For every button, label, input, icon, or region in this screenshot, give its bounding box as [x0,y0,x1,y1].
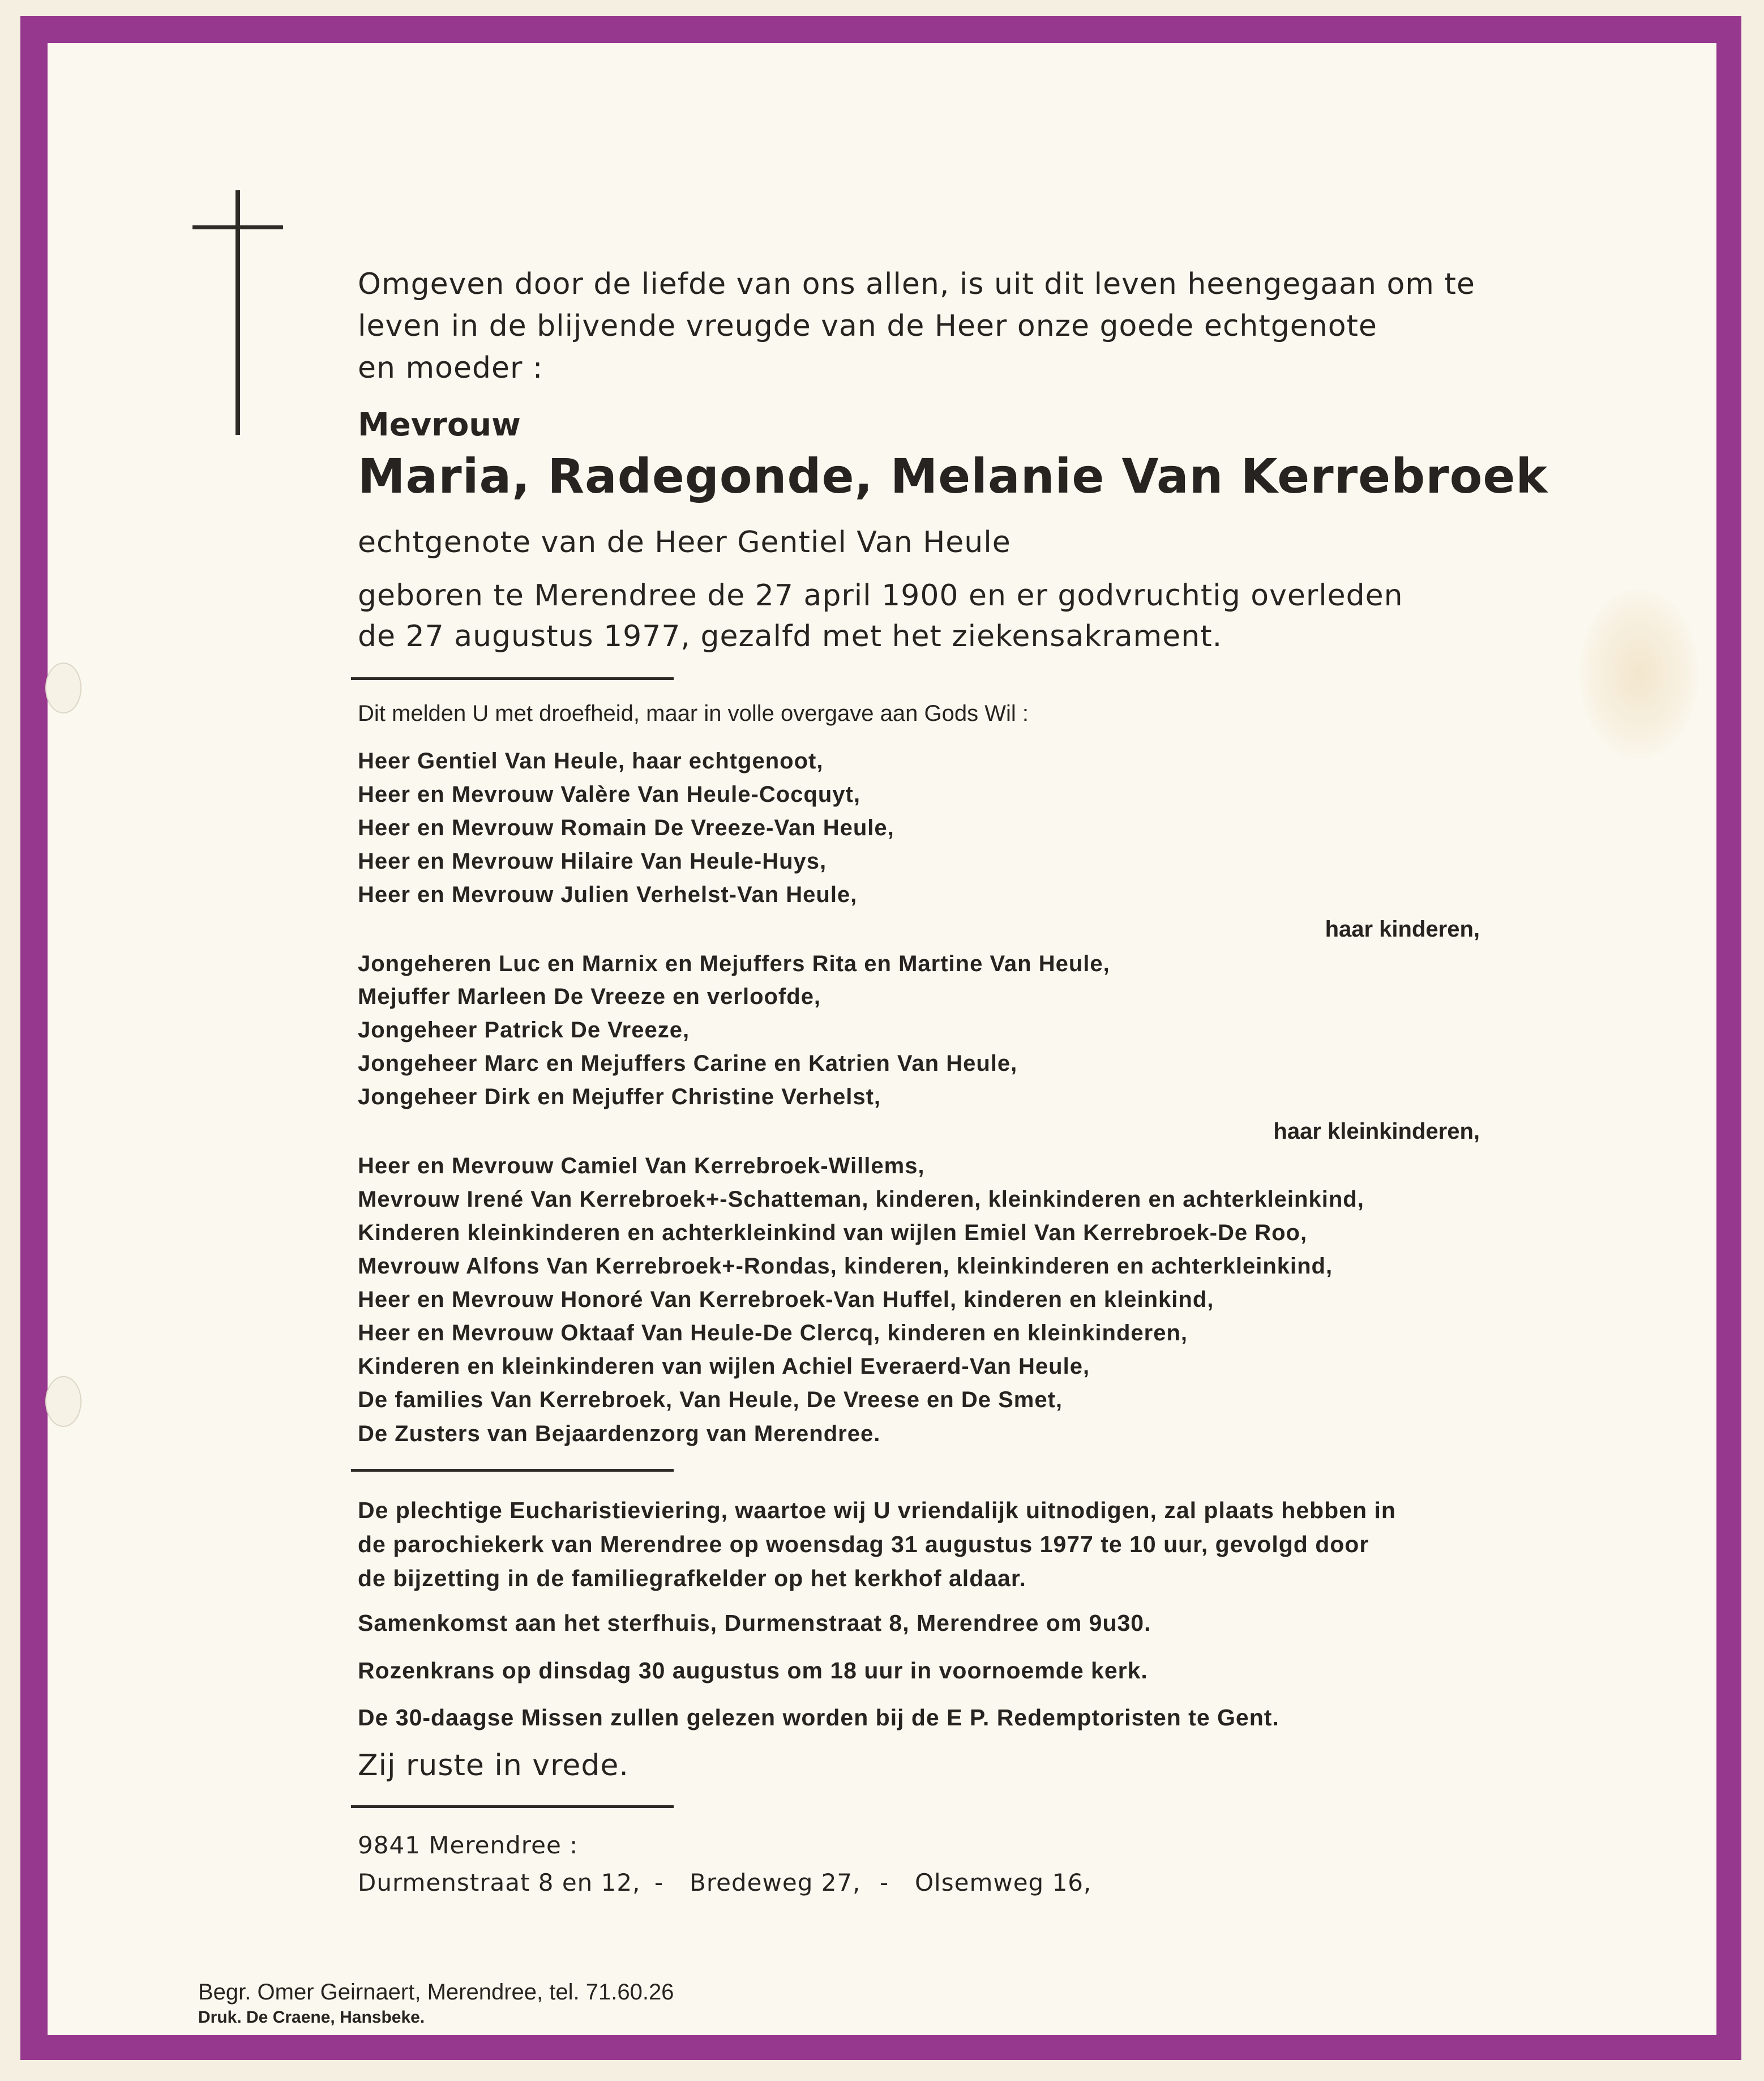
punch-hole [45,663,82,713]
rosary-line: Rozenkrans op dinsdag 30 augustus om 18 uur in voornoemde kerk. [358,1657,1148,1683]
announcement: Dit melden U met droefheid, maar in volle overgave aan Gods Wil : [358,701,1029,726]
family-line: Heer en Mevrouw Valère Van Heule-Cocquyt, [358,782,860,807]
rest-in-peace: Zij ruste in vrede. [358,1749,629,1783]
printer-line: Druk. De Craene, Hansbeke. [198,2008,425,2027]
divider [351,677,674,680]
family-line: Kinderen kleinkinderen en achterkleinkind van wijlen Emiel Van Kerrebroek-De Roo, [358,1220,1308,1245]
family-line: Heer en Mevrouw Julien Verhelst-Van Heule, [358,882,858,907]
spouse-line: echtgenote van de Heer Gentiel Van Heule [358,525,1011,559]
ceremony-line: de bijzetting in de familiegrafkelder op het kerkhof aldaar. [358,1565,1026,1591]
birth-death-line: geboren te Merendree de 27 april 1900 en er godvruchtig overleden [358,579,1403,613]
ceremony-line: de parochiekerk van Merendree op woensdag 31 augustus 1977 te 10 uur, gevolgd door [358,1531,1369,1557]
address: Olsemweg 16, [915,1869,1092,1896]
family-line: De families Van Kerrebroek, Van Heule, De Vreese en De Smet, [358,1387,1063,1412]
deceased-name: Maria, Radegonde, Melanie Van Kerrebroek [358,448,1548,504]
family-line: Heer en Mevrouw Oktaaf Van Heule-De Clercq, kinderen en kleinkinderen, [358,1321,1188,1345]
address-city: 9841 Merendree : [358,1831,579,1859]
intro-line: en moeder : [358,351,543,385]
masses-line: De 30-daagse Missen zullen gelezen worden bij de E P. Redemptoristen te Gent. [358,1704,1279,1730]
family-line: Mejuffer Marleen De Vreeze en verloofde, [358,984,821,1009]
paper-stain [1579,589,1698,759]
family-line: Heer en Mevrouw Hilaire Van Heule-Huys, [358,849,827,874]
latin-cross-icon [192,190,283,435]
family-line: Jongeheren Luc en Marnix en Mejuffers Rita en Martine Van Heule, [358,951,1110,976]
family-line: Jongeheer Dirk en Mejuffer Christine Verhelst, [358,1084,881,1109]
family-line: Heer Gentiel Van Heule, haar echtgenoot, [358,749,824,774]
birth-death-line: de 27 augustus 1977, gezalfd met het ziekensakrament. [358,619,1223,653]
family-line: Jongeheer Patrick De Vreeze, [358,1018,690,1042]
intro-line: leven in de blijvende vreugde van de Heer onze goede echtgenote [358,309,1377,343]
family-line: Heer en Mevrouw Honoré Van Kerrebroek-Van Huffel, kinderen en kleinkind, [358,1287,1214,1312]
family-line: Heer en Mevrouw Romain De Vreeze-Van Heule, [358,815,894,840]
address: Durmenstraat 8 en 12, [358,1869,641,1896]
divider [351,1805,674,1808]
family-line: Heer en Mevrouw Camiel Van Kerrebroek-Willems, [358,1153,925,1178]
address-separator: - [880,1869,889,1896]
address: Bredeweg 27, [690,1869,861,1896]
family-line: De Zusters van Bejaardenzorg van Merendree. [358,1421,881,1446]
deceased-title: Mevrouw [358,407,521,443]
divider [351,1469,674,1472]
family-line: Kinderen en kleinkinderen van wijlen Achiel Everaerd-Van Heule, [358,1354,1090,1379]
intro-line: Omgeven door de liefde van ons allen, is uit dit leven heengegaan om te [358,267,1475,301]
undertaker-line: Begr. Omer Geirnaert, Merendree, tel. 71.60.26 [198,1980,674,2005]
family-line: Jongeheer Marc en Mejuffers Carine en Katrien Van Heule, [358,1051,1018,1076]
family-line: Mevrouw Irené Van Kerrebroek+-Schatteman, kinderen, kleinkinderen en achterkleinkind, [358,1187,1364,1212]
punch-hole [45,1376,82,1427]
family-line: Mevrouw Alfons Van Kerrebroek+-Rondas, kinderen, kleinkinderen en achterkleinkind, [358,1254,1333,1279]
gathering-line: Samenkomst aan het sterfhuis, Durmenstraat 8, Merendree om 9u30. [358,1610,1151,1636]
address-separator: - [654,1869,664,1896]
ceremony-line: De plechtige Eucharistieviering, waartoe wij U vriendalijk uitnodigen, zal plaats hebben in [358,1497,1396,1523]
grandchildren-label: haar kleinkinderen, [1273,1119,1480,1144]
children-label: haar kinderen, [1325,917,1480,942]
